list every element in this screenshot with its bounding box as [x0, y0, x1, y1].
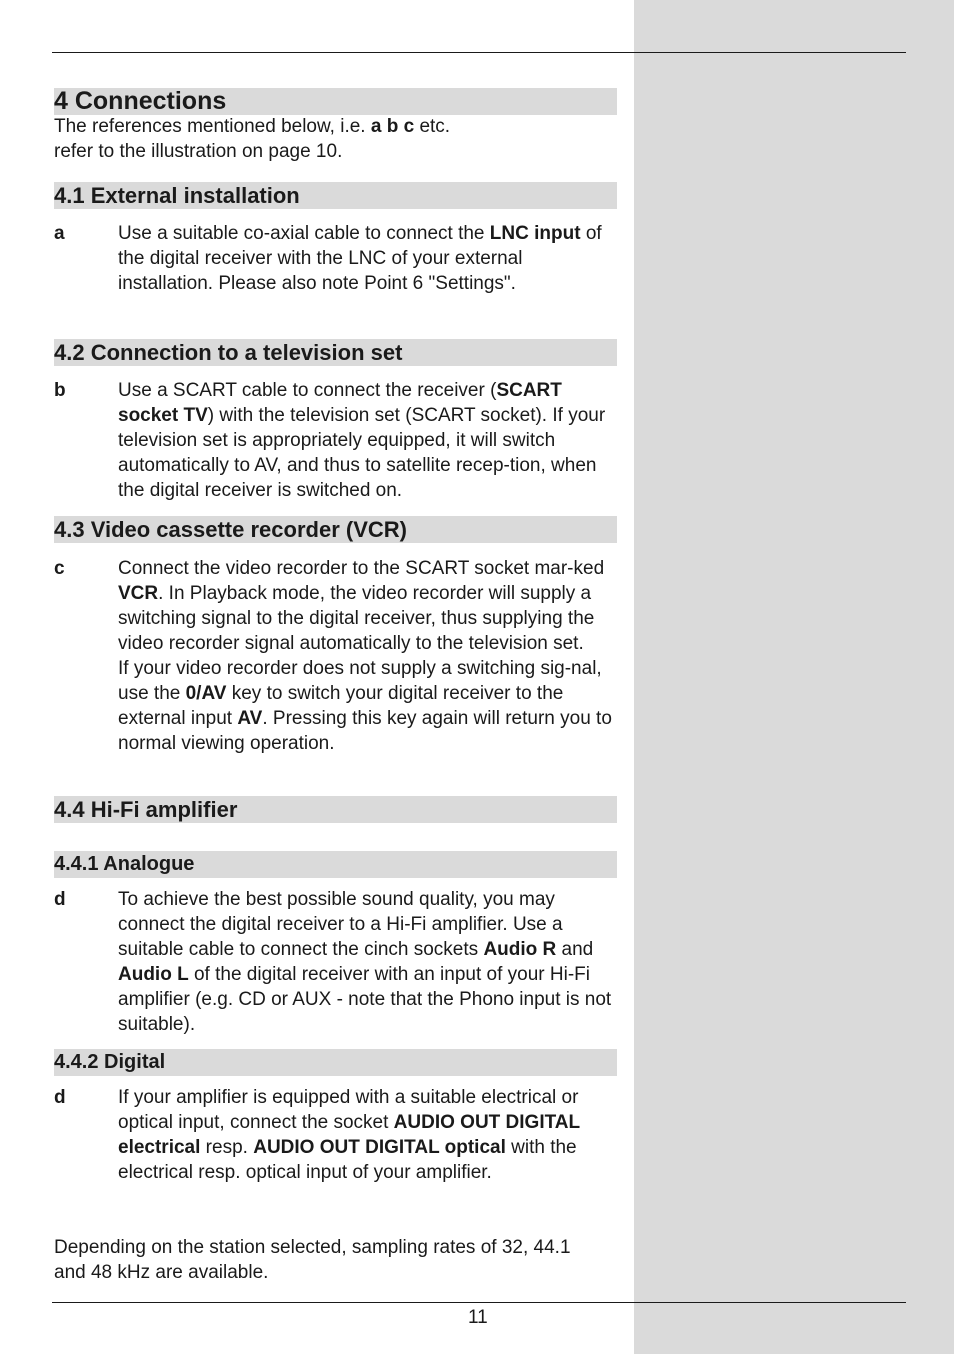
heading-hifi-amplifier: 4.4 Hi-Fi amplifier — [54, 796, 617, 823]
item-text — [118, 378, 617, 503]
ref-letter: c — [54, 558, 65, 579]
side-margin-panel — [634, 0, 954, 1354]
text-run: Use a suitable co-axial cable to connect the — [118, 223, 490, 244]
av-input-label: AV — [237, 708, 263, 729]
closing-paragraph: Depending on the station selected, sampling rates of 32, 44.1 and 48 kHz are available. — [54, 1237, 571, 1283]
heading-digital: 4.4.2 Digital — [54, 1049, 617, 1076]
ref-letter: b — [54, 380, 66, 401]
audio-l-label: Audio L — [118, 964, 189, 985]
audio-r-label: Audio R — [483, 939, 557, 960]
text-run: If your video recorder does not supply a switching sig-nal, use the — [118, 658, 602, 704]
text-run: Use a SCART cable to connect the receiver ( — [118, 380, 497, 401]
page-number: 11 — [468, 1307, 488, 1328]
header-rule — [52, 52, 906, 53]
text-run: . In Playback mode, the video recorder will supply a switching signal to the digital receiver, thus supplying the video recorder signal automatically to the television set. — [118, 583, 595, 654]
item-text — [118, 556, 617, 756]
heading-vcr: 4.3 Video cassette recorder (VCR) — [54, 516, 617, 543]
intro-line2-text: refer to the illustration on page 10. — [54, 141, 343, 162]
scart-socket-tv-label: SCART socket TV — [118, 380, 562, 426]
item-text — [118, 887, 617, 1037]
intro-line1-end: etc. — [414, 116, 451, 137]
text-run: key to switch your digital receiver to the external input — [118, 683, 564, 729]
0av-key-label: 0/AV — [185, 683, 227, 704]
text-run: To achieve the best possible sound quality, you may connect the digital receiver to a Hi-Fi amplifier. Use a suitable cable to connect the cinch sockets — [118, 889, 563, 960]
text-run: Connect the video recorder to the SCART socket mar-ked — [118, 558, 605, 579]
intro-line1-text: The references mentioned below, i.e. — [54, 116, 371, 137]
text-run: with the electrical resp. optical input of your amplifier. — [118, 1137, 577, 1183]
ref-letter: d — [54, 1087, 66, 1108]
ref-letter: a — [54, 223, 65, 244]
heading-connections: 4 Connections — [54, 88, 617, 115]
heading-television-set: 4.2 Connection to a television set — [54, 339, 617, 366]
text-run: of the digital receiver with the LNC of your external installation. Please also note Point 6 "Settings". — [118, 223, 602, 294]
audio-out-digital-optical-label: AUDIO OUT DIGITAL optical — [253, 1137, 506, 1158]
lnc-input-label: LNC input — [489, 223, 581, 244]
text-run: resp. — [200, 1137, 254, 1158]
text-run: ) with the television set (SCART socket). If your television set is appropriately equipped, it will switch automatically to AV, and thus to satellite recep-tion, when the digital receiver is switched on. — [118, 405, 606, 501]
audio-out-digital-electrical-label: AUDIO OUT DIGITAL electrical — [118, 1112, 580, 1158]
intro-paragraph — [54, 114, 617, 164]
item-text — [118, 221, 617, 296]
vcr-label: VCR — [118, 583, 159, 604]
text-run: of the digital receiver with an input of your Hi-Fi amplifier (e.g. CD or AUX - note that the Phono input is not suitable). — [118, 964, 612, 1035]
intro-refs: a b c — [370, 116, 415, 137]
text-run: . Pressing this key again will return you to normal viewing operation. — [118, 708, 612, 754]
text-run: If your amplifier is equipped with a suitable electrical or optical input, connect the socket — [118, 1087, 579, 1133]
item-text — [118, 1085, 617, 1185]
ref-letter: d — [54, 889, 66, 910]
footer-rule — [52, 1302, 906, 1303]
text-run: and — [556, 939, 594, 960]
heading-external-installation: 4.1 External installation — [54, 182, 617, 209]
heading-analogue: 4.4.1 Analogue — [54, 851, 617, 878]
